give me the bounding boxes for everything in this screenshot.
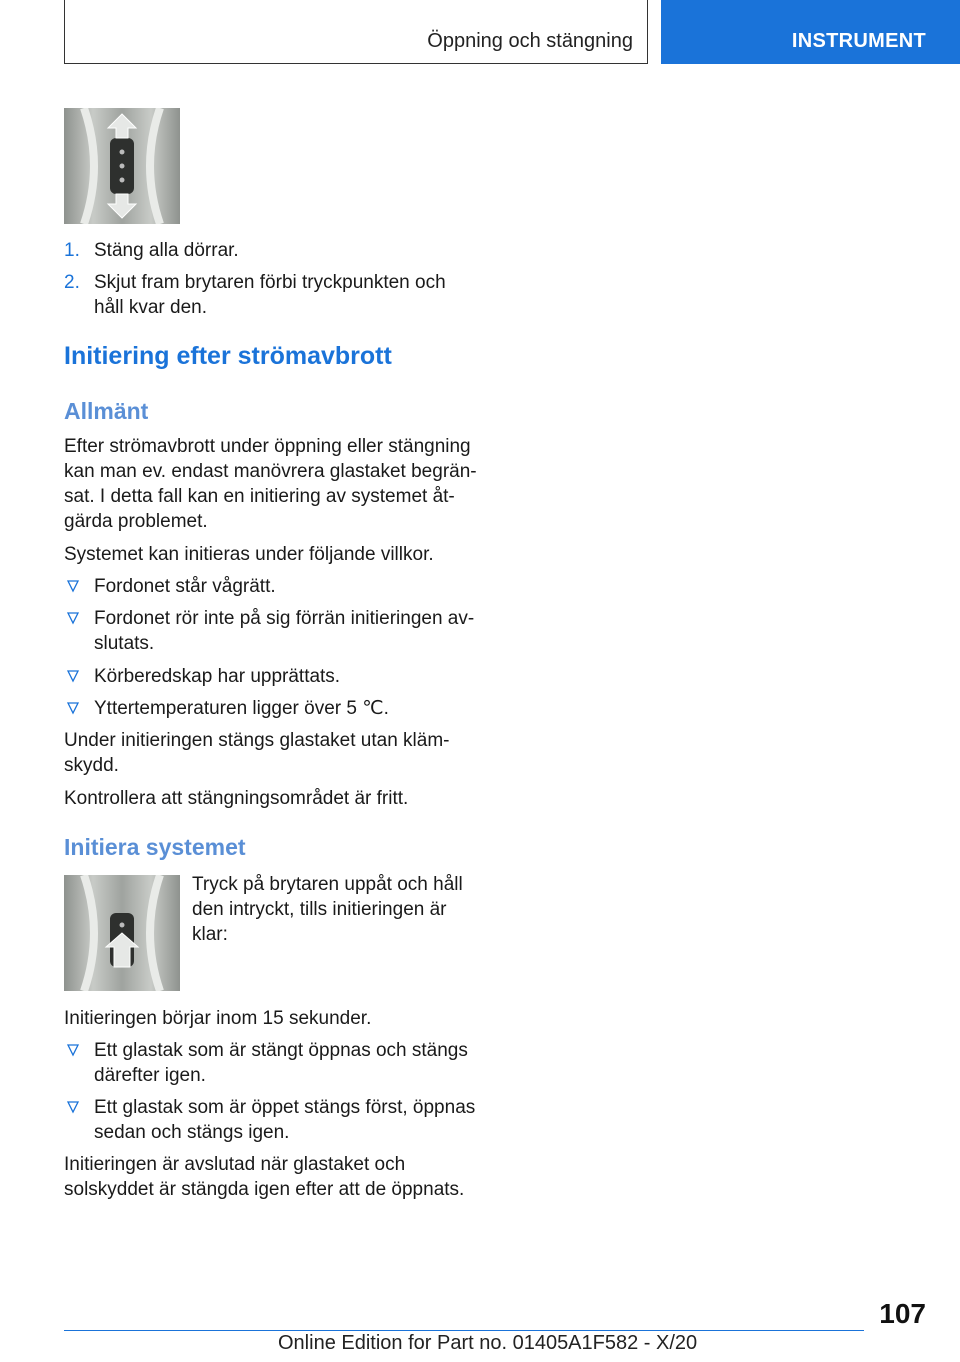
header-section-title: Öppning och stängning <box>427 30 633 52</box>
heading-general: Allmänt <box>64 398 149 424</box>
condition-text: Yttertemperaturen ligger över 5 ℃. <box>94 698 389 719</box>
condition-text: Fordonet rör inte på sig förrän initieringen avslutats. <box>94 608 475 654</box>
condition-text: Körberedskap har upprättats. <box>94 666 341 687</box>
init-instruction: Tryck på brytaren uppåt och håll den intryckt, tills initieringen är klar: <box>192 874 463 945</box>
triangle-bullet-icon <box>66 1042 80 1058</box>
step-text: Stäng alla dörrar. <box>94 240 239 261</box>
footer-divider <box>64 1330 864 1331</box>
triangle-bullet-icon <box>66 668 80 684</box>
init-start-note: Initieringen börjar inom 15 sekunder. <box>64 1008 372 1029</box>
result-text: Ett glastak som är stängt öppnas och stängs därefter igen. <box>94 1040 468 1086</box>
check-area-note: Kontrollera att stängningsområdet är fritt. <box>64 788 409 809</box>
header-section-box <box>64 0 648 64</box>
step-text: Skjut fram brytaren förbi tryckpunkten och håll kvar den. <box>94 272 446 318</box>
step-number: 2. <box>64 272 80 293</box>
roof-switch-press-up-illustration <box>64 875 180 991</box>
heading-initialize-system: Initiera systemet <box>64 834 246 860</box>
no-pinch-protection-note: Under initieringen stängs glastaket utan klämskydd. <box>64 730 450 776</box>
triangle-bullet-icon <box>66 1099 80 1115</box>
roof-switch-slide-illustration <box>64 108 180 224</box>
triangle-bullet-icon <box>66 700 80 716</box>
triangle-bullet-icon <box>66 578 80 594</box>
heading-initialization-after-power-failure: Initiering efter strömavbrott <box>64 342 392 370</box>
triangle-bullet-icon <box>66 610 80 626</box>
conditions-intro: Systemet kan initieras under följande villkor. <box>64 544 434 565</box>
general-paragraph: Efter strömavbrott under öppning eller stängning kan man ev. endast manövrera glastaket begränsat. I detta fall kan en initiering av systemet åtgärda problemet. <box>64 436 477 532</box>
step-number: 1. <box>64 240 80 261</box>
init-complete-note: Initieringen är avslutad när glastaket och solskyddet är stängda igen efter att de öppnats. <box>64 1154 465 1200</box>
page-number: 107 <box>879 1298 926 1329</box>
header-chapter-label: INSTRUMENT <box>791 30 926 52</box>
header-chapter-tab[interactable] <box>661 0 960 64</box>
result-text: Ett glastak som är öppet stängs först, öppnas sedan och stängs igen. <box>94 1097 476 1143</box>
footer-edition-text: Online Edition for Part no. 01405A1F582 - X/20 <box>278 1332 698 1354</box>
condition-text: Fordonet står vågrätt. <box>94 576 276 597</box>
